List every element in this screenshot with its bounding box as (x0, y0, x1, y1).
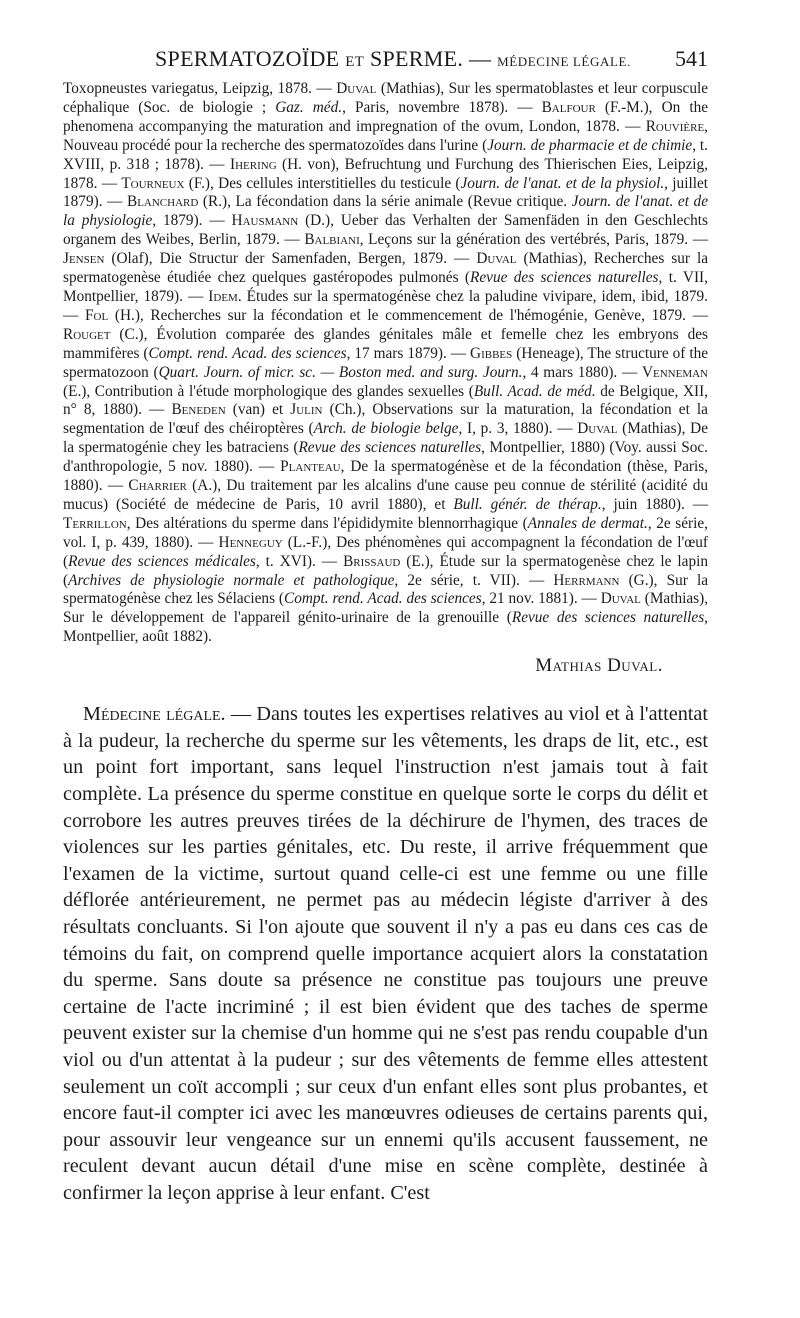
bib-text: (Mathias), Recherches sur la spermatogenèse étudiée chez quelques gastéropodes pulmonés ( (63, 250, 708, 287)
bib-text: (F.-M.), On the phenomena accompanying the maturation and impregnation of the ovum, London, 1878. — (63, 98, 709, 135)
journal-title: Journ. de l'anat. et de la physiol. (460, 174, 665, 192)
author-name: Brissaud (343, 552, 401, 570)
bib-text: (G.), Sur la spermatogénèse chez les Sélaciens ( (63, 571, 708, 608)
bib-text: . Études sur la spermatogénèse chez la paludine vivipare, idem, ibid, 1879. — (63, 287, 708, 324)
author-name: Duval (577, 420, 618, 438)
section-lead: Médecine légale. (83, 703, 226, 726)
author-name: Henneguy (218, 533, 283, 551)
journal-title: Revue des sciences naturelles (470, 269, 659, 287)
author-name: Rouvière (645, 117, 705, 135)
main-body: — Dans toutes les expertises relatives au viol et à l'attentat à la pudeur, la recherche du sperme sur les vêtements, les draps de lit, etc., est un point fort important, sans lequel l'instruction n'est jamais tout à fait complète. La présence du sperme constitue en quelque sorte le corps du délit et corrobore les autres preuves tirées de la déchirure de l'hymen, des traces de violences sur les parties génitales, etc. Du reste, il arrive fréquemment que l'examen de la victime, surtout quand celle-ci est une femme ou une fille déflorée antérieurement, ne permet pas au médecin légiste d'arriver à des résultats concluants. Si l'on ajoute que souvent il n'y a pas eu dans ces cas de témoins du fait, on comprend quelle importance acquiert alors la constatation du sperme. Sans doute sa présence ne constitue pas toujours une preuve certaine de l'acte incriminé ; il est bien évident que des taches de sperme peuvent exister sur la chemise d'un homme qui ne s'est pas rendu coupable d'un viol ou d'un attentat à la pudeur ; sur des vêtements de femme elles attestent seulement un coït accompli ; sur ceux d'un enfant elles sont plus probantes, et encore faut-il compter ici avec les manœuvres odieuses de certains parents qui, pour assouvir leur vengeance sur un ennemi qu'ils accusent faussement, ne reculent devant aucun détail d'une mise en scène complète, destinée à confirmer la leçon apprise à leur enfant. C'est (63, 703, 708, 1204)
bibliography (63, 80, 708, 647)
title-part2: SPERME. — (369, 46, 492, 71)
bib-text: , Paris, novembre 1878). — (342, 98, 542, 116)
title-section: MÉDECINE LÉGALE. (497, 54, 631, 69)
author-name: Fol (85, 306, 109, 324)
journal-title: Bull. génér. de thérap. (453, 495, 602, 513)
bib-text: , 17 mars 1879). — (346, 344, 471, 362)
journal-title: Archives de physiologie normale et pathologique (68, 571, 395, 589)
signature: Mathias Duval. (535, 655, 663, 677)
bib-text: , Montpellier, 1880) (Voy. aussi Soc. d'anthropologie, 5 nov. 1880). — (63, 439, 708, 476)
bib-text: (L.-F.), Des phénomènes qui accompagnent la fécondation de l'œuf ( (63, 533, 708, 570)
bib-text: , t. XVI). — (255, 552, 344, 570)
bib-text: (C.), Évolution comparée des glandes génitales mâle et femelle chez les embryons des mammifères ( (63, 325, 708, 362)
journal-title: Revue des sciences médicales (68, 552, 256, 570)
author-name: Hausmann (231, 212, 299, 230)
author-name: Beneden (171, 401, 226, 419)
bib-text: , 2e série, t. VII). — (394, 571, 554, 589)
journal-title: Journ. de pharmacie et de chimie (487, 136, 693, 154)
bib-text: (Heneage), The structure of the spermatozoon ( (63, 344, 709, 381)
running-head (63, 46, 708, 72)
journal-title: Revue des sciences naturelles (298, 439, 482, 457)
author-name: Venneman (641, 363, 708, 381)
journal-title: Compt. rend. Acad. des sciences (148, 344, 347, 362)
journal-title: Compt. rend. Acad. des sciences (284, 590, 482, 608)
bib-text: , 2e série, vol. I, p. 439, 1880). — (63, 514, 708, 551)
author-name: Idem (208, 287, 238, 305)
bib-text: (H.), Recherches sur la fécondation et le commencement de l'hémogénie, Genève, 1879. — (108, 306, 708, 324)
bib-text: (Ch.), Observations sur la maturation, la fécondation et la segmentation de l'œuf des chéiroptères ( (63, 401, 708, 438)
author-name: Balfour (541, 98, 596, 116)
running-head-title (155, 46, 631, 72)
author-name: Planteau (280, 458, 341, 476)
author-name: Blanchard (127, 193, 199, 211)
journal-title: Quart. Journ. of micr. sc. — Boston med. and surg. Journ. (158, 363, 523, 381)
bib-text: (E.), Contribution à l'étude morphologique des glandes sexuelles ( (63, 382, 474, 400)
bib-text: , De la spermatogénèse et de la fécondation (thèse, Paris, 1880). — (63, 458, 708, 495)
author-name: Gibbes (470, 344, 513, 362)
bib-text: (Olaf), Die Structur der Samenfaden, Bergen, 1879. — (104, 250, 477, 268)
bib-text: (H. von), Befruchtung und Furchung des Thierischen Eies, Leipzig, 1878. — (63, 155, 709, 192)
author-name: Terrillon (63, 514, 127, 532)
bib-text: , Montpellier, août 1882). (63, 609, 708, 646)
bib-text: de Belgique, XII, n° 8, 1880). — (63, 382, 709, 419)
bib-text: (Mathias), Sur le développement de l'appareil génito-urinaire de la grenouille ( (63, 590, 709, 627)
journal-title: Revue des sciences naturelles (511, 609, 705, 627)
bib-text: (Mathias), De la spermatogénie chey les batraciens ( (63, 420, 708, 457)
title-et: ET (345, 54, 365, 70)
author-name: Rouget (63, 325, 111, 343)
bib-text: , Nouveau procédé pour la recherche des spermatozoïdes dans l'urine ( (63, 117, 708, 154)
bib-text: (F.), Des cellules interstitielles du testicule ( (184, 174, 461, 192)
author-name: Charrier (128, 477, 187, 495)
author-name: Jensen (63, 250, 105, 268)
author-name: Duval (600, 590, 641, 608)
journal-title: Annales de dermat. (527, 514, 648, 532)
bib-text: , 1879). — (152, 212, 232, 230)
author-name: Tourneux (121, 174, 185, 192)
bib-text: , juillet 1879). — (63, 174, 708, 211)
author-name: Herrmann (553, 571, 620, 589)
bib-text: , 21 nov. 1881). — (481, 590, 601, 608)
bib-text: , 4 mars 1880). — (522, 363, 642, 381)
author-name: Ihering (230, 155, 277, 173)
author-name: Duval (336, 80, 377, 97)
author-name: Julin (290, 401, 323, 419)
bib-text: , juin 1880). — (601, 495, 709, 513)
bib-text: (Mathias), Sur les spermatoblastes et leur corpuscule céphalique (Soc. de biologie ; (63, 80, 709, 116)
bib-text: , t. VII, Montpellier, 1879). — (63, 269, 708, 305)
author-name: Balbiani (304, 231, 360, 249)
bib-text: , I, p. 3, 1880). — (458, 420, 578, 438)
bib-text: (E.), Étude sur la spermatogenèse chez le lapin ( (63, 552, 708, 589)
bib-text: Toxopneustes variegatus, Leipzig, 1878. — (63, 80, 337, 97)
bib-text: , Leçons sur la génération des vertébrés, Paris, 1879. — (359, 231, 708, 249)
bib-text: , t. XVIII, p. 318 ; 1878). — (63, 136, 708, 173)
journal-title: Bull. Acad. de méd. (473, 382, 596, 400)
main-text (63, 701, 708, 1206)
journal-title: Journ. de l'anat. et de la physiologie (63, 193, 708, 230)
page-number: 541 (675, 46, 708, 71)
bib-text: , Des altérations du sperme dans l'épididymite blennorrhagique ( (126, 514, 528, 532)
journal-title: Arch. de biologie belge (313, 420, 459, 438)
bib-text: (van) et (225, 401, 291, 419)
author-name: Duval (476, 250, 517, 268)
journal-title: Gaz. méd. (275, 98, 343, 116)
bib-text: (R.), La fécondation dans la série animale (Revue critique. (198, 193, 572, 211)
title-part1: SPERMATOZOÏDE (155, 46, 340, 71)
bib-text: (D.), Ueber das Verhalten der Samenfäden in den Geschlechts organem des Weibes, Berlin, 1879. — (63, 212, 709, 249)
bib-text: (A.), Du traitement par les alcalins d'une cause peu connue de stérilité (acidité du mucus) (Société de médecine de Paris, 10 avril 1880), et (63, 477, 709, 513)
